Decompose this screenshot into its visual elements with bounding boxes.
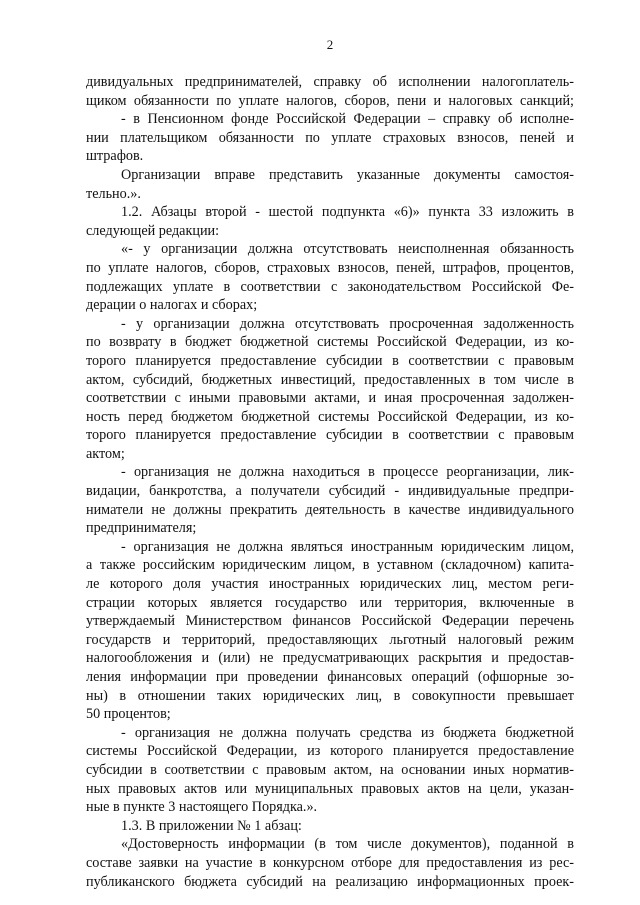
text-line: ления информации при проведении финансовых операций (офшорные зо-: [86, 669, 574, 685]
text-line: штрафов.: [86, 148, 144, 165]
text-line: следующей редакции:: [86, 222, 220, 239]
text-line: ниматели не должны прекратить деятельность в качестве индивидуального: [86, 501, 574, 518]
text-line: нии плательщиком обязанности по уплате страховых взносов, пеней и: [86, 129, 574, 146]
text-line: публиканского бюджета субсидий на реализацию информационных проек-: [86, 873, 574, 890]
text-line: предпринимателя;: [86, 520, 197, 537]
text-line: утверждаемый Министерством финансов Российской Федерации перечень: [86, 613, 574, 630]
document-body: [86, 73, 574, 891]
text-line: по возврату в бюджет бюджетной системы Российской Федерации, из ко-: [86, 334, 574, 351]
text-line: торого планируется предоставление субсидии в соответствии с правовым: [86, 427, 574, 444]
text-line: - организация не должна являться иностранным юридическим лицом,: [121, 538, 574, 555]
text-line: по уплате налогов, сборов, страховых взносов, пеней, штрафов, процентов,: [86, 259, 574, 276]
text-line: страции которых является государство или территория, включенные в: [86, 594, 574, 611]
text-line: торого планируется предоставление субсидии в соответствии с правовым: [86, 352, 574, 369]
text-line: Организации вправе представить указанные документы самостоя-: [121, 166, 574, 183]
text-line: ных правовых актов или муниципальных правовых актов на цели, указан-: [86, 780, 574, 797]
text-line: подлежащих уплате в соответствии с законодательством Российской Фе-: [86, 278, 574, 295]
text-line: - организация не должна находиться в процессе реорганизации, лик-: [121, 464, 574, 481]
text-line: - у организации должна отсутствовать просроченная задолженность: [121, 315, 574, 332]
text-line: субсидии в соответствии с правовым актом, на основании иных норматив-: [86, 761, 574, 778]
text-line: системы Российской Федерации, из которого планируется предоставление: [86, 743, 574, 760]
text-line: актом;: [86, 445, 125, 462]
text-line: дерации о налогах и сборах;: [86, 297, 258, 314]
text-line: ность перед бюджетом бюджетной системы Российской Федерации, из ко-: [86, 408, 574, 425]
text-line: ле которого доля участия иностранных юридических лиц, местом реги-: [86, 576, 574, 593]
text-line: дивидуальных предпринимателей, справку об исполнении налогоплатель-: [86, 74, 574, 90]
text-line: щиком обязанности по уплате налогов, сборов, пени и налоговых санкций;: [86, 92, 574, 109]
text-line: а также российским юридическим лицом, в уставном (складочном) капита-: [86, 557, 574, 574]
text-line: 1.3. В приложении № 1 абзац:: [121, 817, 302, 834]
text-line: «- у организации должна отсутствовать неисполненная обязанность: [121, 241, 574, 258]
text-line: государств и территорий, предоставляющих льготный налоговый режим: [86, 631, 574, 648]
text-line: соответствии с иными правовыми актами, и иная просроченная задолжен-: [86, 390, 574, 407]
text-line: - организация не должна получать средства из бюджета бюджетной: [121, 724, 574, 741]
text-line: «Достоверность информации (в том числе документов), поданной в: [121, 836, 574, 853]
text-line: - в Пенсионном фонде Российской Федерации – справку об исполне-: [121, 111, 574, 128]
text-line: ные в пункте 3 настоящего Порядка.».: [86, 799, 318, 816]
page-number: 2: [326, 37, 334, 52]
text-line: видации, банкротства, а получатели субсидий - индивидуальные предпри-: [86, 483, 574, 500]
text-line: ны) в отношении таких юридических лиц, в совокупности превышает: [86, 687, 574, 704]
text-line: налогообложения и (или) не предусматривающих раскрытия и предостав-: [86, 650, 574, 667]
text-line: 1.2. Абзацы второй - шестой подпункта «6)» пункта 33 изложить в: [121, 204, 574, 221]
text-line: составе заявки на участие в конкурсном отборе для предоставления из рес-: [86, 854, 574, 871]
text-line: 50 процентов;: [86, 706, 171, 723]
text-line: тельно.».: [86, 185, 141, 202]
text-line: актом, субсидий, бюджетных инвестиций, предоставленных в том числе в: [86, 371, 574, 388]
